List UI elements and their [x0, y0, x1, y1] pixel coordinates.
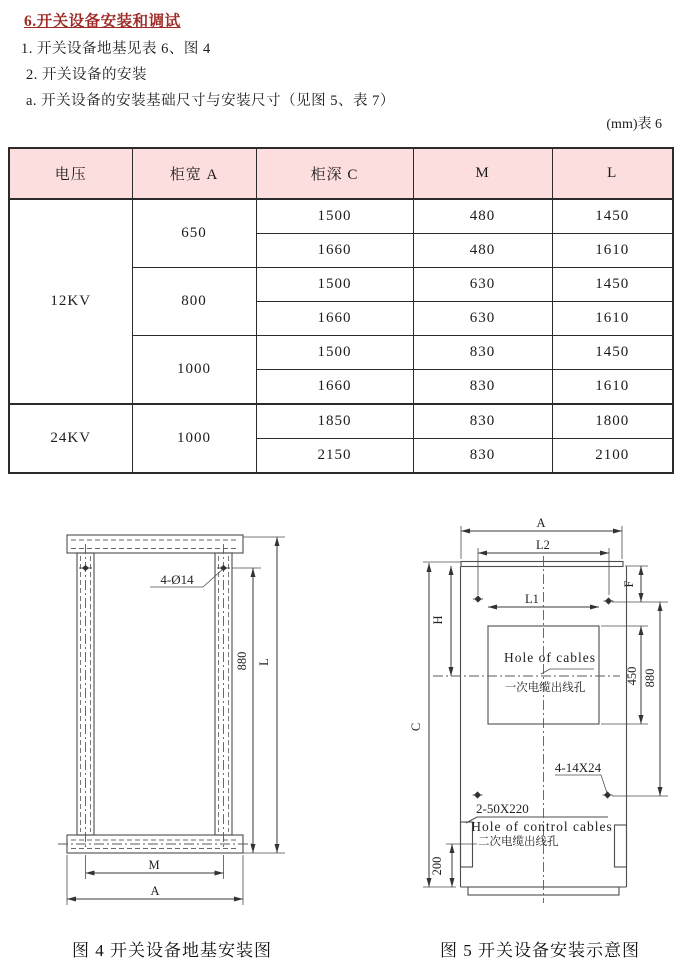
table-header-cell: 柜宽 A [132, 148, 256, 199]
table-cell: 1000 [132, 336, 256, 405]
table-cell: 12KV [9, 199, 132, 404]
table-header-cell: 柜深 C [256, 148, 413, 199]
section-title: 6.开关设备安装和调试 [24, 13, 181, 30]
fig4-dimension-lines [67, 537, 277, 899]
table-cell: 1450 [552, 199, 673, 234]
table-cell: 830 [413, 336, 552, 370]
fig4-foundation-drawing [0, 485, 340, 930]
spec-table-head [9, 148, 673, 199]
fig5-caption: 图 5 开关设备安装示意图 [440, 941, 640, 960]
fig5-cable-hole-label-en: Hole of cables [504, 650, 596, 665]
fig5-dim-L2: L2 [536, 538, 550, 552]
table-cell: 1450 [552, 268, 673, 302]
table-cell: 2150 [256, 439, 413, 474]
fig4-dim-A: A [150, 884, 160, 898]
fig5-dim-C: C [409, 722, 423, 732]
fig4-caption: 图 4 开关设备地基安装图 [72, 941, 272, 960]
fig5-ctrl-hole-label-cn: 二次电缆出线孔 [478, 836, 559, 848]
fig5-dim-H: H [431, 615, 445, 625]
fig4-dim-880: 880 [235, 651, 249, 671]
table-cell: 1610 [552, 234, 673, 268]
fig4-channel-frame [67, 535, 243, 853]
fig5-ctrl-hole-label-en: Hole of control cables [471, 819, 613, 834]
table-cell: 830 [413, 439, 552, 474]
table-cell: 1000 [132, 404, 256, 473]
table-header-cell: 电压 [9, 148, 132, 199]
doc-line-3: a. 开关设备的安装基础尺寸与安装尺寸（见图 5、表 7） [26, 93, 395, 109]
table-cell: 1610 [552, 302, 673, 336]
fig4-anchor-hole-markers [79, 566, 230, 571]
fig5-hole-label: 4-14X24 [554, 760, 602, 775]
table-cell: 830 [413, 404, 552, 439]
table-cell: 480 [413, 234, 552, 268]
fig4-center-lines [58, 544, 252, 848]
table-cell: 1450 [552, 336, 673, 370]
table-cell: 1500 [256, 268, 413, 302]
table-cell: 830 [413, 370, 552, 405]
fig5-dim-200: 200 [430, 856, 444, 876]
table-cell: 480 [413, 199, 552, 234]
table-header-cell: L [552, 148, 673, 199]
fig4-hole-label: 4-Ø14 [160, 572, 194, 587]
table-cell: 1660 [256, 302, 413, 336]
table-cell: 1850 [256, 404, 413, 439]
table-cell: 800 [132, 268, 256, 336]
fig5-dim-L1: L1 [525, 592, 539, 606]
fig4-hidden-edges [71, 540, 239, 849]
table-cell: 1660 [256, 370, 413, 405]
table-cell: 24KV [9, 404, 132, 473]
table-header-cell: M [413, 148, 552, 199]
table-cell: 2100 [552, 439, 673, 474]
spec-table [8, 147, 674, 474]
fig5-dim-450: 450 [625, 666, 639, 686]
fig4-extension-lines [67, 537, 285, 905]
table-unit-tag: (mm)表 6 [606, 117, 662, 132]
fig5-slot-label: 2-50X220 [476, 801, 529, 816]
table-cell: 1660 [256, 234, 413, 268]
fig5-cable-hole-label-cn: 一次电缆出线孔 [504, 682, 586, 694]
table-cell: 1500 [256, 336, 413, 370]
fig5-dim-F: F [622, 580, 636, 588]
table-cell: 630 [413, 268, 552, 302]
table-cell: 630 [413, 302, 552, 336]
doc-line-1: 1. 开关设备地基见表 6、图 4 [21, 41, 211, 57]
fig5-installation-drawing [340, 485, 680, 930]
fig4-dim-L: L [257, 658, 271, 666]
fig5-dim-A: A [536, 516, 546, 530]
table-cell: 1800 [552, 404, 673, 439]
doc-line-2: 2. 开关设备的安装 [26, 67, 147, 83]
fig4-dim-M: M [148, 858, 160, 872]
table-cell: 1500 [256, 199, 413, 234]
fig5-dim-880: 880 [643, 668, 657, 688]
table-cell: 650 [132, 199, 256, 268]
spec-table-body [9, 199, 673, 473]
table-cell: 1610 [552, 370, 673, 405]
